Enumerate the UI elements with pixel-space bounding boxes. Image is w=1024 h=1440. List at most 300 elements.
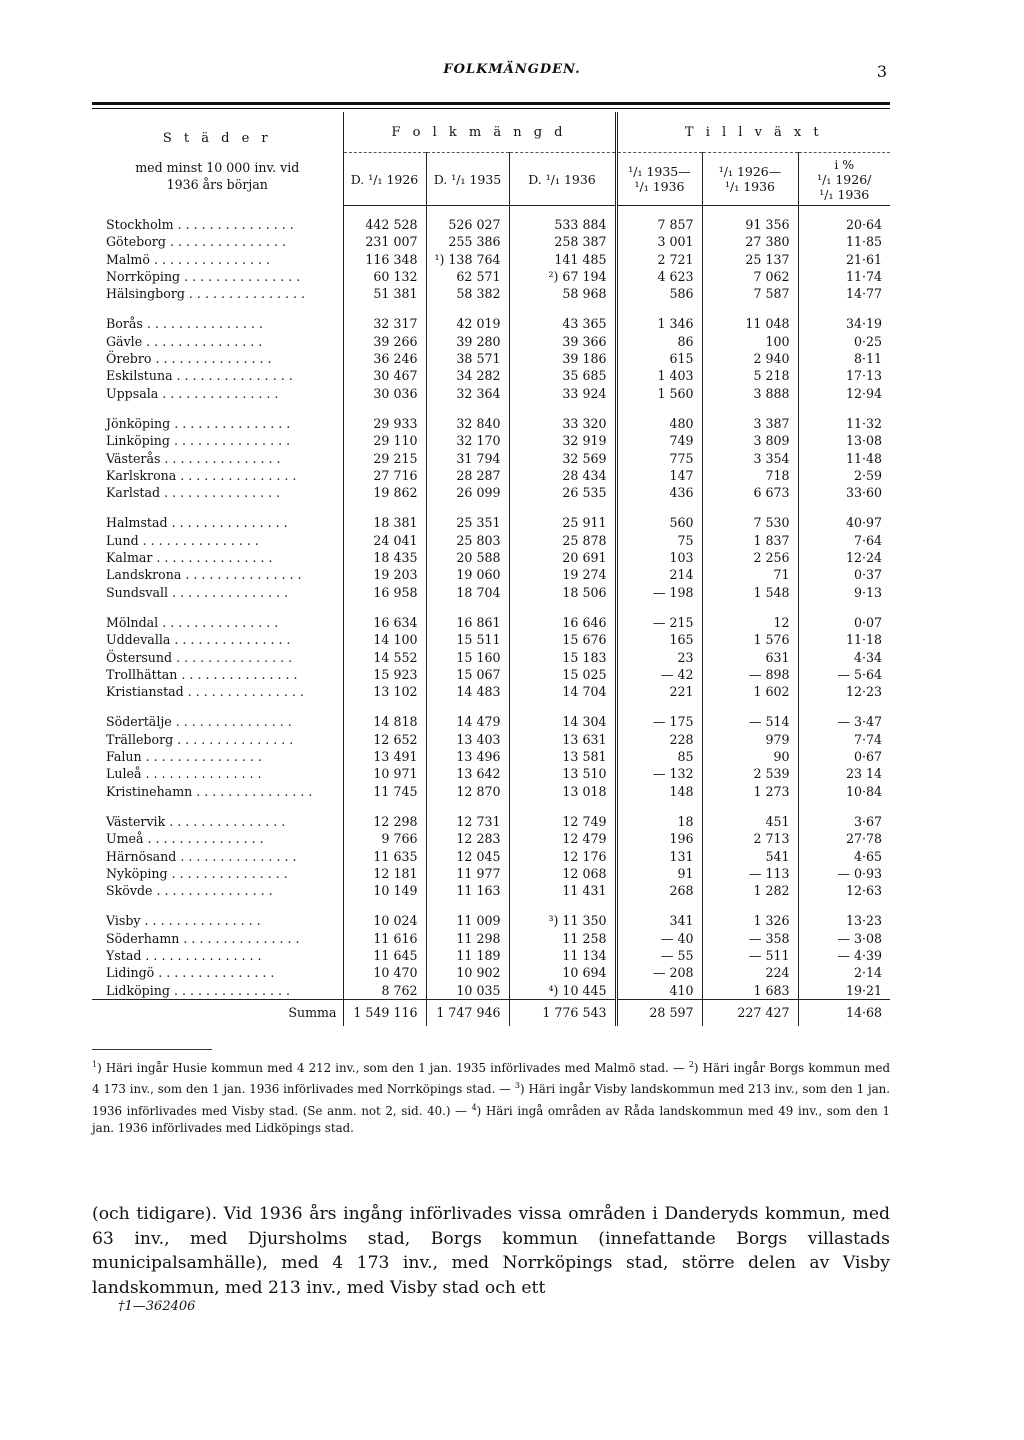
cell-p1926: 29 933 bbox=[343, 415, 426, 432]
table-row bbox=[92, 584, 890, 601]
group-spacer bbox=[92, 501, 890, 514]
city-name-text: Halmstad bbox=[106, 515, 168, 531]
cell-p1926: 29 110 bbox=[343, 432, 426, 449]
city-name bbox=[92, 930, 343, 947]
city-name bbox=[92, 432, 343, 449]
leader-dots: . . . . . . . . . . . . . . . bbox=[165, 234, 286, 250]
cell-p1936: 14 704 bbox=[509, 683, 616, 700]
city-name-text: Falun bbox=[106, 749, 142, 765]
cell-t2: 1 576 bbox=[702, 631, 798, 648]
cell-p1926: 36 246 bbox=[343, 350, 426, 367]
table-top-rule bbox=[92, 102, 890, 105]
cell-t2: 27 380 bbox=[702, 233, 798, 250]
city-name bbox=[92, 584, 343, 601]
cell-t1: 1 346 bbox=[616, 315, 702, 332]
cell-t2: 7 062 bbox=[702, 268, 798, 285]
leader-dots: . . . . . . . . . . . . . . . bbox=[177, 666, 298, 682]
cell-p1926: 442 528 bbox=[343, 206, 426, 234]
header-cities bbox=[92, 112, 343, 206]
leader-dots: . . . . . . . . . . . . . . . bbox=[167, 865, 288, 881]
leader-dots: . . . . . . . . . . . . . . . bbox=[152, 550, 273, 566]
leader-dots: . . . . . . . . . . . . . . . bbox=[141, 947, 262, 963]
table-row bbox=[92, 285, 890, 302]
summa-p1936: 1 776 543 bbox=[509, 999, 616, 1026]
cell-pct: 34·19 bbox=[798, 315, 890, 332]
cell-p1936: 32 569 bbox=[509, 450, 616, 467]
summa-t2: 227 427 bbox=[702, 999, 798, 1026]
header-growth1-line1: ¹/₁ 1935— bbox=[628, 164, 691, 179]
city-name bbox=[92, 549, 343, 566]
cell-pct: 13·08 bbox=[798, 432, 890, 449]
cell-t2: 3 387 bbox=[702, 415, 798, 432]
cell-p1926: 16 958 bbox=[343, 584, 426, 601]
cell-p1935: 38 571 bbox=[426, 350, 509, 367]
cell-p1936: 25 911 bbox=[509, 514, 616, 531]
city-name bbox=[92, 713, 343, 730]
cell-p1926: 30 036 bbox=[343, 385, 426, 402]
cell-p1935: 14 483 bbox=[426, 683, 509, 700]
leader-dots: . . . . . . . . . . . . . . . bbox=[141, 766, 262, 782]
cell-t2: 451 bbox=[702, 813, 798, 830]
cell-t2: 12 bbox=[702, 614, 798, 631]
cell-p1936: 39 366 bbox=[509, 333, 616, 350]
cell-t2: 90 bbox=[702, 748, 798, 765]
cell-pct: 4·34 bbox=[798, 649, 890, 666]
cell-pct: — 4·39 bbox=[798, 947, 890, 964]
leader-dots: . . . . . . . . . . . . . . . bbox=[176, 467, 297, 483]
cell-t1: 480 bbox=[616, 415, 702, 432]
summa-label: Summa bbox=[92, 999, 343, 1026]
cell-pct: 8·11 bbox=[798, 350, 890, 367]
cell-pct: 2·59 bbox=[798, 467, 890, 484]
cell-pct: 7·74 bbox=[798, 731, 890, 748]
cell-p1935: 58 382 bbox=[426, 285, 509, 302]
cell-p1936: 28 434 bbox=[509, 467, 616, 484]
cell-p1926: 12 652 bbox=[343, 731, 426, 748]
cell-p1936: 26 535 bbox=[509, 484, 616, 501]
cell-p1936: 13 631 bbox=[509, 731, 616, 748]
city-name-text: Landskrona bbox=[106, 567, 182, 583]
running-head bbox=[0, 62, 1024, 84]
city-name bbox=[92, 367, 343, 384]
cell-p1926: 18 381 bbox=[343, 514, 426, 531]
cell-pct: 20·64 bbox=[798, 206, 890, 234]
table-row bbox=[92, 731, 890, 748]
footnote-1: Häri ingår Husie kommun med 4 212 inv., som den 1 jan. 1935 införlivades med Malmö stad. bbox=[105, 1060, 669, 1075]
summa-row bbox=[92, 999, 890, 1026]
cell-p1936: 10 694 bbox=[509, 964, 616, 981]
cell-p1926: 15 923 bbox=[343, 666, 426, 683]
cell-p1926: 16 634 bbox=[343, 614, 426, 631]
cell-t1: 228 bbox=[616, 731, 702, 748]
header-growth1-line2: ¹/₁ 1936 bbox=[634, 179, 685, 194]
cell-t1: — 175 bbox=[616, 713, 702, 730]
city-name-text: Örebro bbox=[106, 351, 152, 367]
print-signature: †1—362406 bbox=[118, 1299, 196, 1314]
cell-t1: 775 bbox=[616, 450, 702, 467]
cell-p1935: 526 027 bbox=[426, 206, 509, 234]
cell-t1: 196 bbox=[616, 830, 702, 847]
city-name bbox=[92, 251, 343, 268]
cell-t1: — 215 bbox=[616, 614, 702, 631]
cell-t1: — 132 bbox=[616, 765, 702, 782]
table-row bbox=[92, 748, 890, 765]
cell-pct: 3·67 bbox=[798, 813, 890, 830]
cell-pct: 27·78 bbox=[798, 830, 890, 847]
cell-t2: 2 713 bbox=[702, 830, 798, 847]
cell-pct: 21·61 bbox=[798, 251, 890, 268]
cell-t1: 7 857 bbox=[616, 206, 702, 234]
city-name-text: Stockholm bbox=[106, 216, 174, 232]
leader-dots: . . . . . . . . . . . . . . . bbox=[181, 567, 302, 583]
cell-p1926: 24 041 bbox=[343, 532, 426, 549]
cell-p1926: 27 716 bbox=[343, 467, 426, 484]
cell-t1: 268 bbox=[616, 882, 702, 899]
cell-p1926: 10 971 bbox=[343, 765, 426, 782]
cell-t2: 7 587 bbox=[702, 285, 798, 302]
leader-dots: . . . . . . . . . . . . . . . bbox=[168, 584, 289, 600]
cell-p1936: 58 968 bbox=[509, 285, 616, 302]
header-cities-sub2: 1936 års början bbox=[166, 177, 268, 193]
city-name bbox=[92, 865, 343, 882]
leader-dots: . . . . . . . . . . . . . . . bbox=[149, 251, 271, 267]
city-name bbox=[92, 848, 343, 865]
cell-p1935: 15 511 bbox=[426, 631, 509, 648]
cell-p1926: 10 149 bbox=[343, 882, 426, 899]
cell-t1: 18 bbox=[616, 813, 702, 830]
cell-t2: — 898 bbox=[702, 666, 798, 683]
header-col-1926: D. ¹/₁ 1926 bbox=[343, 153, 426, 206]
cell-t2: 6 673 bbox=[702, 484, 798, 501]
table-row bbox=[92, 233, 890, 250]
footnote-2: Häri ingår Borgs kommun med 4 173 inv., som den 1 jan. 1936 införlivades med Norrköpings stad. bbox=[92, 1060, 891, 1097]
table-row bbox=[92, 683, 890, 700]
city-name-text: Gävle bbox=[106, 333, 143, 349]
cell-pct: 11·85 bbox=[798, 233, 890, 250]
cell-pct: 19·21 bbox=[798, 982, 890, 1000]
table-row bbox=[92, 930, 890, 947]
leader-dots: . . . . . . . . . . . . . . . bbox=[169, 982, 291, 998]
cell-p1935: 13 496 bbox=[426, 748, 509, 765]
cell-p1935: ¹) 138 764 bbox=[426, 251, 509, 268]
summa-p1935: 1 747 946 bbox=[426, 999, 509, 1026]
cell-p1935: 42 019 bbox=[426, 315, 509, 332]
cell-t1: 1 560 bbox=[616, 385, 702, 402]
city-name bbox=[92, 731, 343, 748]
cell-p1935: 13 642 bbox=[426, 765, 509, 782]
table-top-rule-thin bbox=[92, 108, 890, 109]
cell-t2: 2 539 bbox=[702, 765, 798, 782]
city-name-text: Skövde bbox=[106, 883, 153, 899]
table-row bbox=[92, 666, 890, 683]
cell-t1: 4 623 bbox=[616, 268, 702, 285]
cell-p1936: 20 691 bbox=[509, 549, 616, 566]
cell-t2: 3 888 bbox=[702, 385, 798, 402]
table-row bbox=[92, 385, 890, 402]
city-name-text: Lidingö bbox=[106, 965, 155, 981]
cell-t2: 1 683 bbox=[702, 982, 798, 1000]
cell-pct: — 5·64 bbox=[798, 666, 890, 683]
leader-dots: . . . . . . . . . . . . . . . bbox=[165, 813, 286, 829]
cell-p1936: ³) 11 350 bbox=[509, 912, 616, 929]
city-name bbox=[92, 947, 343, 964]
cell-pct: 11·32 bbox=[798, 415, 890, 432]
cell-p1935: 62 571 bbox=[426, 268, 509, 285]
city-name bbox=[92, 882, 343, 899]
cell-p1936: 13 018 bbox=[509, 783, 616, 800]
city-name bbox=[92, 415, 343, 432]
cell-pct: 11·48 bbox=[798, 450, 890, 467]
table-row bbox=[92, 333, 890, 350]
cell-p1926: 18 435 bbox=[343, 549, 426, 566]
leader-dots: . . . . . . . . . . . . . . . bbox=[173, 731, 294, 747]
cell-pct: 33·60 bbox=[798, 484, 890, 501]
cell-p1926: 30 467 bbox=[343, 367, 426, 384]
city-name bbox=[92, 350, 343, 367]
leader-dots: . . . . . . . . . . . . . . . bbox=[138, 532, 259, 548]
cell-pct: 10·84 bbox=[798, 783, 890, 800]
leader-dots: . . . . . . . . . . . . . . . bbox=[160, 450, 281, 466]
cell-t1: 23 bbox=[616, 649, 702, 666]
leader-dots: . . . . . . . . . . . . . . . bbox=[158, 385, 279, 401]
city-name bbox=[92, 631, 343, 648]
city-name-text: Hälsingborg bbox=[106, 286, 185, 302]
city-name-text: Västerås bbox=[106, 450, 161, 466]
city-name bbox=[92, 566, 343, 583]
table-row bbox=[92, 882, 890, 899]
table-row bbox=[92, 532, 890, 549]
group-spacer bbox=[92, 899, 890, 912]
cell-t2: 3 354 bbox=[702, 450, 798, 467]
cell-t1: 147 bbox=[616, 467, 702, 484]
leader-dots: . . . . . . . . . . . . . . . bbox=[173, 216, 294, 232]
cell-p1926: 11 645 bbox=[343, 947, 426, 964]
city-name-text: Mölndal bbox=[106, 614, 159, 630]
city-name-text: Lund bbox=[106, 532, 139, 548]
table-row bbox=[92, 566, 890, 583]
cell-pct: 12·94 bbox=[798, 385, 890, 402]
city-name-text: Linköping bbox=[106, 433, 170, 449]
running-title: FOLKMÄNGDEN. bbox=[443, 62, 581, 77]
header-growth3-line3: ¹/₁ 1936 bbox=[819, 186, 870, 202]
cell-p1936: 43 365 bbox=[509, 315, 616, 332]
cell-p1935: 255 386 bbox=[426, 233, 509, 250]
cell-pct: 12·63 bbox=[798, 882, 890, 899]
cell-p1935: 12 731 bbox=[426, 813, 509, 830]
cell-t1: 131 bbox=[616, 848, 702, 865]
cell-p1936: 11 134 bbox=[509, 947, 616, 964]
cell-t2: 1 273 bbox=[702, 783, 798, 800]
header-growth2-line1: ¹/₁ 1926— bbox=[718, 164, 782, 179]
city-name bbox=[92, 912, 343, 929]
header-growth2-line2: ¹/₁ 1936 bbox=[724, 179, 776, 194]
city-name bbox=[92, 333, 343, 350]
city-name-text: Trälleborg bbox=[106, 731, 174, 747]
cell-p1936: 39 186 bbox=[509, 350, 616, 367]
cell-t1: 86 bbox=[616, 333, 702, 350]
table-row bbox=[92, 614, 890, 631]
city-name bbox=[92, 206, 343, 234]
table-row bbox=[92, 631, 890, 648]
cell-t2: 1 282 bbox=[702, 882, 798, 899]
cell-p1935: 13 403 bbox=[426, 731, 509, 748]
cell-p1936: 12 068 bbox=[509, 865, 616, 882]
cell-p1926: 231 007 bbox=[343, 233, 426, 250]
cell-p1936: 15 676 bbox=[509, 631, 616, 648]
table-row bbox=[92, 813, 890, 830]
cell-p1926: 12 298 bbox=[343, 813, 426, 830]
header-col-growth-1926-1936 bbox=[702, 153, 798, 206]
leader-dots: . . . . . . . . . . . . . . . bbox=[142, 333, 263, 349]
cell-p1936: 33 320 bbox=[509, 415, 616, 432]
header-col-1936: D. ¹/₁ 1936 bbox=[509, 153, 616, 206]
cell-p1936: 25 878 bbox=[509, 532, 616, 549]
cell-pct: 12·24 bbox=[798, 549, 890, 566]
cell-p1935: 10 902 bbox=[426, 964, 509, 981]
city-name bbox=[92, 748, 343, 765]
table-row bbox=[92, 964, 890, 981]
population-table bbox=[92, 112, 890, 1026]
header-col-growth-1935-1936 bbox=[616, 153, 702, 206]
footnote-4: Häri ingå områden av Råda landskommun med 49 inv., som den 1 jan. 1936 införlivades med Lidköpings stad. bbox=[92, 1103, 891, 1135]
cell-p1936: 15 183 bbox=[509, 649, 616, 666]
summa-p1926: 1 549 116 bbox=[343, 999, 426, 1026]
cell-t2: 1 326 bbox=[702, 912, 798, 929]
cell-p1926: 11 745 bbox=[343, 783, 426, 800]
cell-p1936: 11 431 bbox=[509, 882, 616, 899]
cell-t2: — 514 bbox=[702, 713, 798, 730]
cell-t1: 3 001 bbox=[616, 233, 702, 250]
leader-dots: . . . . . . . . . . . . . . . bbox=[179, 930, 300, 946]
city-name bbox=[92, 765, 343, 782]
city-name-text: Östersund bbox=[106, 649, 173, 665]
table-body bbox=[92, 206, 890, 1026]
cell-t1: 1 403 bbox=[616, 367, 702, 384]
cell-pct: — 0·93 bbox=[798, 865, 890, 882]
cell-t1: 2 721 bbox=[616, 251, 702, 268]
cell-pct: 7·64 bbox=[798, 532, 890, 549]
cell-t1: — 40 bbox=[616, 930, 702, 947]
cell-t1: — 55 bbox=[616, 947, 702, 964]
cell-p1935: 19 060 bbox=[426, 566, 509, 583]
cell-p1926: 51 381 bbox=[343, 285, 426, 302]
cell-p1935: 12 870 bbox=[426, 783, 509, 800]
leader-dots: . . . . . . . . . . . . . . . bbox=[142, 316, 263, 332]
leader-dots: . . . . . . . . . . . . . . . bbox=[141, 749, 262, 765]
cell-p1936: 12 749 bbox=[509, 813, 616, 830]
city-name bbox=[92, 233, 343, 250]
cell-t2: — 358 bbox=[702, 930, 798, 947]
city-name-text: Uppsala bbox=[106, 385, 159, 401]
cell-p1935: 31 794 bbox=[426, 450, 509, 467]
table-row bbox=[92, 783, 890, 800]
footnotes: $^1$) Häri ingår Husie kommun med 4 212 inv., som den 1 jan. 1935 införlivades med Malmö stad. — $^2$) Häri ingår Borgs kommun med 4 173 inv., som den 1 jan. 1936 införlivades med Norrköpings stad. — $^3$) Häri ingår Visby landskommun med 213 inv., som den 1 jan. 1936 införlivades med Visby stad. (Se anm. not 2, sid. 40.) — $^4$) Häri ingå områden av Råda landskommun med 49 inv., som den 1 jan. 1936 införlivades med Lidköpings stad. bbox=[92, 1060, 891, 1135]
cell-t2: 71 bbox=[702, 566, 798, 583]
leader-dots: . . . . . . . . . . . . . . . bbox=[172, 649, 293, 665]
header-growth3-line1: i % bbox=[834, 156, 855, 172]
cell-p1936: 32 919 bbox=[509, 432, 616, 449]
header-cities-title: S t ä d e r bbox=[162, 131, 272, 147]
city-name-text: Trollhättan bbox=[106, 666, 178, 682]
cell-p1926: 10 024 bbox=[343, 912, 426, 929]
footnote-3: Häri ingår Visby landskommun med 213 inv., som den 1 jan. 1936 införlivades med Visby stad. (Se anm. not 2, sid. 40.) bbox=[92, 1082, 890, 1118]
cell-t1: 410 bbox=[616, 982, 702, 1000]
cell-p1926: 116 348 bbox=[343, 251, 426, 268]
header-col-growth-percent bbox=[798, 153, 890, 206]
cell-p1936: 13 581 bbox=[509, 748, 616, 765]
table-row bbox=[92, 765, 890, 782]
leader-dots: . . . . . . . . . . . . . . . bbox=[140, 913, 261, 929]
leader-dots: . . . . . . . . . . . . . . . bbox=[183, 684, 304, 700]
cell-p1926: 9 766 bbox=[343, 830, 426, 847]
city-name-text: Västervik bbox=[106, 813, 166, 829]
leader-dots: . . . . . . . . . . . . . . . bbox=[154, 965, 275, 981]
cell-p1935: 15 067 bbox=[426, 666, 509, 683]
cell-p1935: 25 803 bbox=[426, 532, 509, 549]
leader-dots: . . . . . . . . . . . . . . . bbox=[171, 714, 292, 730]
city-name-text: Luleå bbox=[106, 766, 142, 782]
cell-t2: 25 137 bbox=[702, 251, 798, 268]
city-name-text: Lidköping bbox=[106, 982, 170, 998]
cell-t2: 631 bbox=[702, 649, 798, 666]
cell-p1935: 16 861 bbox=[426, 614, 509, 631]
cell-p1935: 32 364 bbox=[426, 385, 509, 402]
cell-p1926: 10 470 bbox=[343, 964, 426, 981]
cell-t2: 979 bbox=[702, 731, 798, 748]
cell-pct: 0·25 bbox=[798, 333, 890, 350]
city-name-text: Nyköping bbox=[106, 865, 168, 881]
table-row bbox=[92, 982, 890, 1000]
cell-t1: 85 bbox=[616, 748, 702, 765]
cell-p1935: 12 045 bbox=[426, 848, 509, 865]
summa-pct: 14·68 bbox=[798, 999, 890, 1026]
cell-pct: 12·23 bbox=[798, 683, 890, 700]
group-spacer bbox=[92, 302, 890, 315]
cell-p1936: 13 510 bbox=[509, 765, 616, 782]
cell-t1: 75 bbox=[616, 532, 702, 549]
leader-dots: . . . . . . . . . . . . . . . bbox=[170, 632, 291, 648]
city-name bbox=[92, 982, 343, 1000]
population-table-grid bbox=[92, 112, 890, 1026]
cell-t2: 91 356 bbox=[702, 206, 798, 234]
group-spacer bbox=[92, 800, 890, 813]
cell-p1936: 33 924 bbox=[509, 385, 616, 402]
cell-p1926: 29 215 bbox=[343, 450, 426, 467]
cell-t1: 148 bbox=[616, 783, 702, 800]
header-tillvaxt: T i l l v ä x t bbox=[616, 112, 890, 153]
cell-p1935: 11 009 bbox=[426, 912, 509, 929]
cell-t1: 560 bbox=[616, 514, 702, 531]
group-spacer bbox=[92, 601, 890, 614]
city-name bbox=[92, 285, 343, 302]
cell-pct: — 3·08 bbox=[798, 930, 890, 947]
cell-p1926: 11 635 bbox=[343, 848, 426, 865]
cell-p1926: 60 132 bbox=[343, 268, 426, 285]
cell-p1926: 19 862 bbox=[343, 484, 426, 501]
cell-pct: 23 14 bbox=[798, 765, 890, 782]
city-name bbox=[92, 385, 343, 402]
table-row bbox=[92, 848, 890, 865]
city-name bbox=[92, 614, 343, 631]
cell-pct: 9·13 bbox=[798, 584, 890, 601]
city-name-text: Södertälje bbox=[106, 714, 172, 730]
table-row bbox=[92, 467, 890, 484]
leader-dots: . . . . . . . . . . . . . . . bbox=[170, 415, 291, 431]
cell-p1935: 26 099 bbox=[426, 484, 509, 501]
table-row bbox=[92, 484, 890, 501]
cell-p1926: 14 100 bbox=[343, 631, 426, 648]
table-row bbox=[92, 514, 890, 531]
